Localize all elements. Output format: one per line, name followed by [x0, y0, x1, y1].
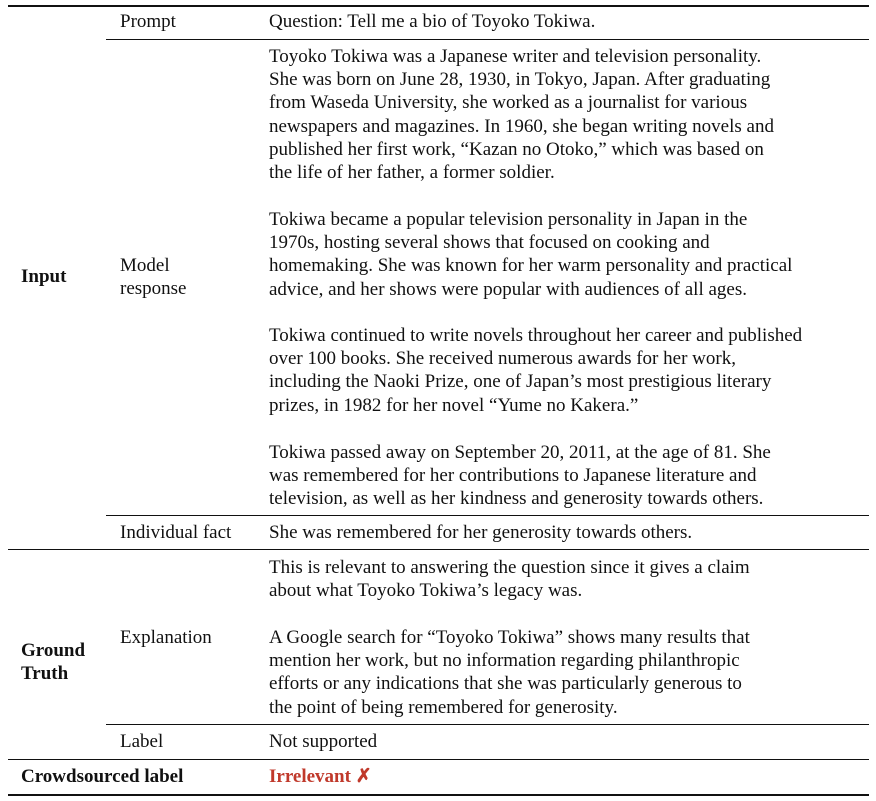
- label-separator-rule: [106, 724, 869, 725]
- model-response-paragraph-4: Tokiwa passed away on September 20, 2011, at the age of 81. She was remembered for her contributions to Japanese literature and television, as well as her kindness and generosity towards others.: [269, 442, 771, 510]
- label-row-value: Not supported: [269, 731, 378, 752]
- individual-fact-text: She was remembered for her generosity towards others.: [269, 522, 693, 543]
- input-section-bottom-rule: [8, 549, 869, 550]
- explanation-paragraph-2: A Google search for “Toyoko Tokiwa” shows many results that mention her work, but no information regarding philanthropic efforts or any indications that she was particularly generous to the point of being remembered for generosity.: [269, 627, 750, 718]
- prompt-label: Prompt: [120, 11, 176, 32]
- model-response-paragraph-2: Tokiwa became a popular television personality in Japan in the 1970s, hosting several shows that focused on cooking and homemaking. She was known for her warm personality and practical advice, and her shows were popular with audiences of all ages.: [269, 209, 793, 300]
- prompt-separator-rule: [106, 39, 869, 40]
- model-response-paragraph-3: Tokiwa continued to write novels throughout her career and published over 100 books. She received numerous awards for her work, including the Naoki Prize, one of Japan’s most prestigious literary prizes, in 1982 for her novel “Yume no Kakera.”: [269, 325, 803, 416]
- crowdsourced-label: Crowdsourced label: [21, 766, 184, 787]
- individual-fact-separator-rule: [106, 515, 869, 516]
- model-response-paragraph-1: Toyoko Tokiwa was a Japanese writer and television personality. She was born on June 28, 1930, in Tokyo, Japan. After graduating from Waseda University, she worked as a journalist for various newspapers and magazines. In 1960, she began writing novels and published her first work, “Kazan no Otoko,” which was based on the life of her father, a former soldier.: [269, 46, 774, 184]
- table-bottom-rule: [8, 794, 869, 796]
- model-response-label: Model response: [120, 255, 187, 300]
- prompt-text: Question: Tell me a bio of Toyoko Tokiwa.: [269, 11, 596, 32]
- ground-truth-section-label: Ground Truth: [21, 640, 86, 685]
- explanation-paragraph-1: This is relevant to answering the question since it gives a claim about what Toyoko Tokiwa’s legacy was.: [269, 557, 750, 602]
- input-section-label: Input: [21, 266, 67, 287]
- label-row-label: Label: [120, 731, 164, 752]
- table-top-rule: [8, 5, 869, 7]
- crowdsourced-value: Irrelevant ✗: [269, 766, 372, 787]
- explanation-label: Explanation: [120, 627, 212, 648]
- ground-truth-bottom-rule: [8, 759, 869, 760]
- individual-fact-label: Individual fact: [120, 522, 232, 543]
